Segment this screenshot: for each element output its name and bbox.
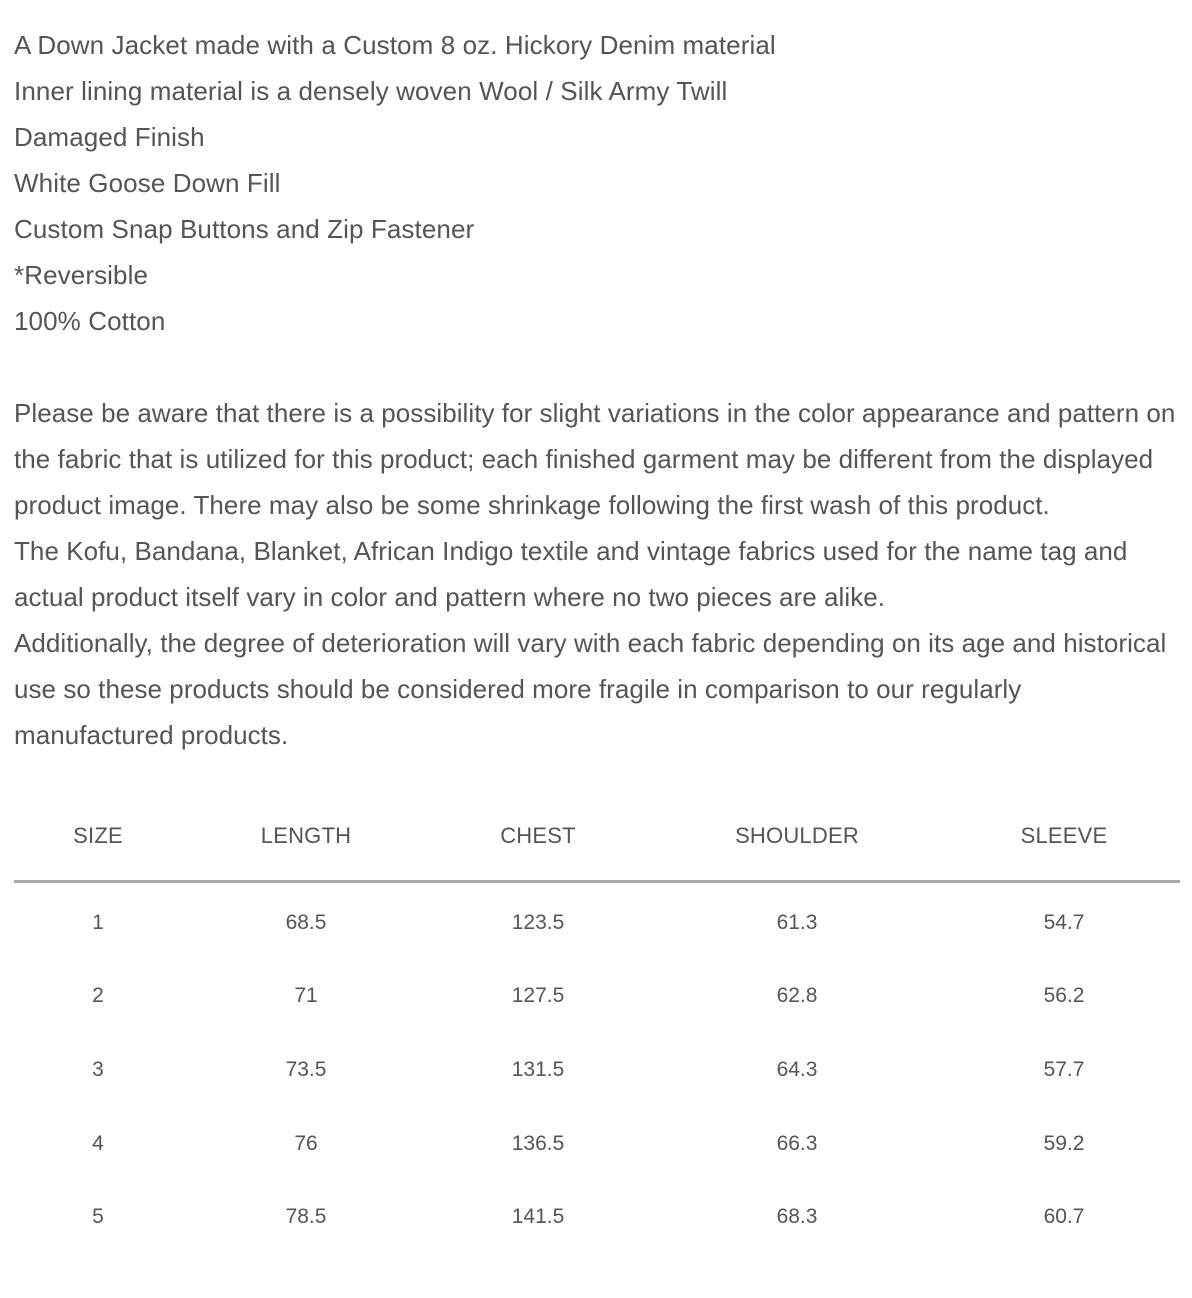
table-header-row (14, 800, 1180, 882)
table-row (14, 1180, 1180, 1254)
cell-chest: 131.5 (511, 1057, 565, 1081)
column-header-size: SIZE (14, 800, 182, 882)
note-vintage-fabrics: The Kofu, Bandana, Blanket, African Indigo textile and vintage fabrics used for the name tag and actual product itself vary in color and pattern where no two pieces are alike. (14, 536, 1128, 612)
size-chart-table (14, 800, 1180, 1254)
cell-length: 76 (294, 1131, 318, 1155)
cell-length: 73.5 (285, 1057, 327, 1081)
table-row (14, 1107, 1180, 1181)
care-notes (14, 390, 1178, 758)
table-row (14, 882, 1180, 960)
cell-shoulder: 68.3 (776, 1205, 818, 1229)
cell-chest: 123.5 (511, 910, 565, 934)
cell-sleeve: 57.7 (1043, 1057, 1085, 1081)
column-header-shoulder: SHOULDER (646, 800, 948, 882)
cell-sleeve: 59.2 (1043, 1131, 1085, 1155)
cell-shoulder: 61.3 (776, 910, 818, 934)
column-header-sleeve: SLEEVE (948, 800, 1180, 882)
feature-item-fasteners: Custom Snap Buttons and Zip Fastener (14, 214, 475, 244)
cell-sleeve: 56.2 (1043, 984, 1085, 1008)
cell-shoulder: 64.3 (776, 1057, 818, 1081)
cell-size: 3 (92, 1057, 104, 1081)
cell-sleeve: 54.7 (1043, 910, 1085, 934)
cell-sleeve: 60.7 (1043, 1205, 1085, 1229)
cell-chest: 127.5 (511, 984, 565, 1008)
column-header-length: LENGTH (182, 800, 430, 882)
cell-size: 1 (92, 910, 104, 934)
note-deterioration: Additionally, the degree of deterioration will vary with each fabric depending on its age and historical use so these products should be considered more fragile in comparison to our regularly manufactured products. (14, 628, 1167, 750)
feature-item-reversible: *Reversible (14, 260, 149, 290)
cell-size: 4 (92, 1131, 104, 1155)
cell-chest: 141.5 (511, 1205, 565, 1229)
cell-length: 68.5 (285, 910, 327, 934)
column-header-chest: CHEST (430, 800, 646, 882)
cell-chest: 136.5 (511, 1131, 565, 1155)
feature-item-finish: Damaged Finish (14, 122, 205, 152)
cell-size: 2 (92, 984, 104, 1008)
table-row (14, 960, 1180, 1034)
feature-item-fill: White Goose Down Fill (14, 168, 281, 198)
table-row (14, 1033, 1180, 1107)
cell-size: 5 (92, 1205, 104, 1229)
cell-length: 78.5 (285, 1205, 327, 1229)
note-variation: Please be aware that there is a possibility for slight variations in the color appearance and pattern on the fabric that is utilized for this product; each finished garment may be different from the displayed product image. There may also be some shrinkage following the first wash of this product. (14, 398, 1176, 520)
cell-shoulder: 62.8 (776, 984, 818, 1008)
feature-list (14, 22, 1178, 344)
feature-item-material: A Down Jacket made with a Custom 8 oz. Hickory Denim material (14, 30, 776, 60)
feature-item-composition: 100% Cotton (14, 306, 166, 336)
feature-item-lining: Inner lining material is a densely woven Wool / Silk Army Twill (14, 76, 728, 106)
cell-shoulder: 66.3 (776, 1131, 818, 1155)
cell-length: 71 (294, 984, 318, 1008)
